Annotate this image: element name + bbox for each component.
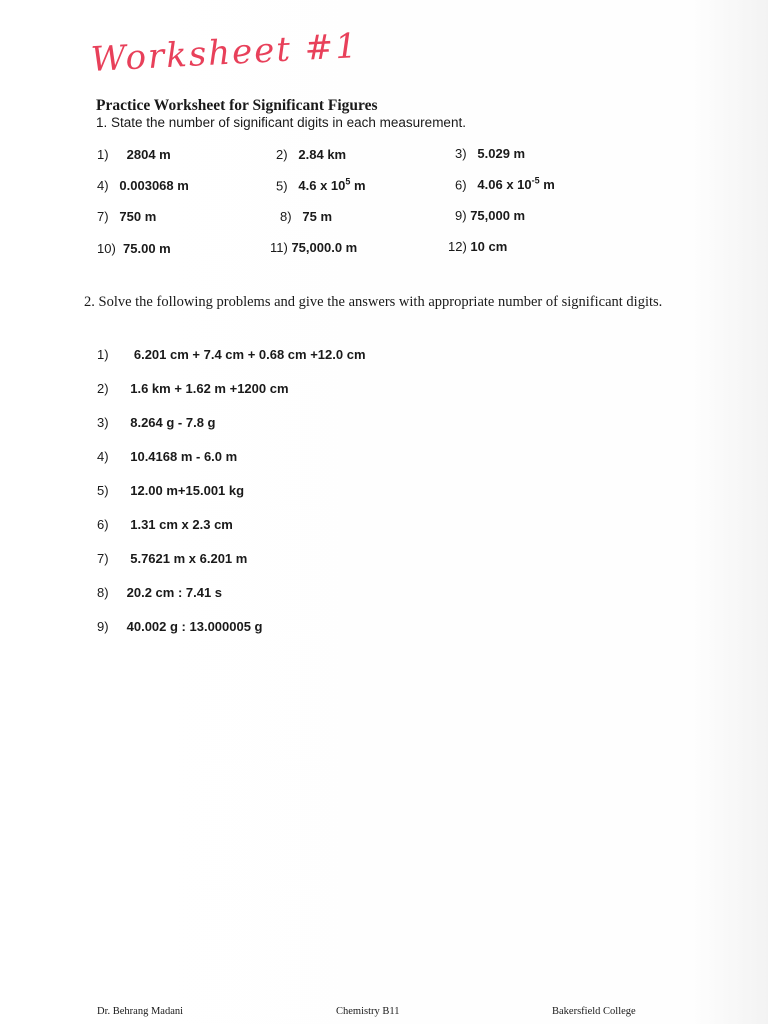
q2-problem — [97, 381, 289, 396]
item-number: 10) — [97, 241, 116, 256]
q1-item — [97, 241, 171, 256]
item-number: 1) — [97, 147, 109, 162]
item-value: 2804 m — [126, 147, 171, 162]
problem-expression: 6.201 cm + 7.4 cm + 0.68 cm +12.0 cm — [133, 347, 366, 362]
footer-course: Chemistry B11 — [336, 1006, 400, 1017]
q1-item — [276, 177, 366, 193]
item-value: 750 m — [119, 209, 157, 224]
q1-item — [448, 239, 507, 254]
q1-item — [97, 209, 156, 224]
problem-number: 8) — [97, 585, 109, 600]
q1-item — [280, 209, 332, 224]
problem-expression: 1.31 cm x 2.3 cm — [130, 517, 233, 532]
problem-number: 6) — [97, 517, 109, 532]
item-number: 9) — [455, 208, 467, 223]
problem-expression: 12.00 m+15.001 kg — [130, 483, 245, 498]
worksheet-title: Practice Worksheet for Significant Figures — [96, 97, 378, 114]
q1-item — [455, 208, 525, 223]
item-number: 6) — [455, 177, 467, 193]
problem-expression: 1.6 km + 1.62 m +1200 cm — [130, 381, 289, 396]
q2-problem — [97, 415, 216, 430]
q1-item — [455, 176, 555, 192]
q2-problem — [97, 483, 244, 498]
problem-number: 3) — [97, 415, 109, 430]
q1-item — [97, 178, 189, 193]
q2-problem — [97, 449, 237, 464]
q2-problem — [97, 585, 222, 600]
q2-problem — [97, 517, 233, 532]
q1-item — [455, 146, 525, 161]
q1-item — [97, 147, 171, 162]
item-value: 0.003068 m — [119, 178, 189, 193]
item-value: 75,000 m — [470, 208, 526, 223]
value-exponent: 5 — [345, 177, 351, 187]
footer-author: Dr. Behrang Madani — [97, 1006, 184, 1017]
item-number: 2) — [276, 147, 288, 162]
problem-expression: 8.264 g - 7.8 g — [130, 415, 216, 430]
q1-item — [276, 147, 346, 162]
problem-number: 4) — [97, 449, 109, 464]
problem-number: 9) — [97, 619, 109, 634]
question-2-instruction: 2. Solve the following problems and give the answers with appropriate number of significant digits. — [84, 294, 663, 310]
item-number: 8) — [280, 209, 292, 224]
q2-problem — [97, 347, 366, 362]
footer-college: Bakersfield College — [552, 1006, 636, 1017]
item-value: 75 m — [302, 209, 333, 224]
value-exponent: -5 — [531, 176, 540, 186]
value-unit: m — [350, 178, 366, 194]
problem-expression: 5.7621 m x 6.201 m — [130, 551, 248, 566]
item-number: 7) — [97, 209, 109, 224]
problem-expression: 40.002 g : 13.000005 g — [126, 619, 263, 634]
problem-number: 1) — [97, 347, 109, 362]
q2-problem — [97, 551, 247, 566]
item-number: 12) — [448, 239, 467, 254]
value-base: 4.6 x 10 — [298, 178, 346, 194]
item-number: 5) — [276, 178, 288, 194]
item-number: 4) — [97, 178, 109, 193]
problem-number: 5) — [97, 483, 109, 498]
problem-expression: 10.4168 m - 6.0 m — [130, 449, 238, 464]
problem-number: 2) — [97, 381, 109, 396]
problem-number: 7) — [97, 551, 109, 566]
item-value: 5.029 m — [477, 146, 526, 161]
item-value: 2.84 km — [298, 147, 347, 162]
value-base: 4.06 x 10 — [477, 177, 532, 193]
item-value — [298, 178, 365, 193]
item-number: 11) — [270, 240, 288, 255]
q2-problem — [97, 619, 263, 634]
handwritten-title: Worksheet #1 — [89, 26, 360, 80]
question-1-instruction: 1. State the number of significant digits in each measurement. — [96, 115, 466, 130]
q1-item — [270, 240, 357, 255]
problem-expression: 20.2 cm : 7.41 s — [126, 585, 223, 600]
item-value: 10 cm — [470, 239, 508, 254]
value-unit: m — [539, 177, 555, 193]
item-value — [477, 177, 554, 192]
item-value: 75.00 m — [123, 241, 171, 256]
item-number: 3) — [455, 146, 467, 161]
item-value: 75,000.0 m — [291, 240, 358, 255]
